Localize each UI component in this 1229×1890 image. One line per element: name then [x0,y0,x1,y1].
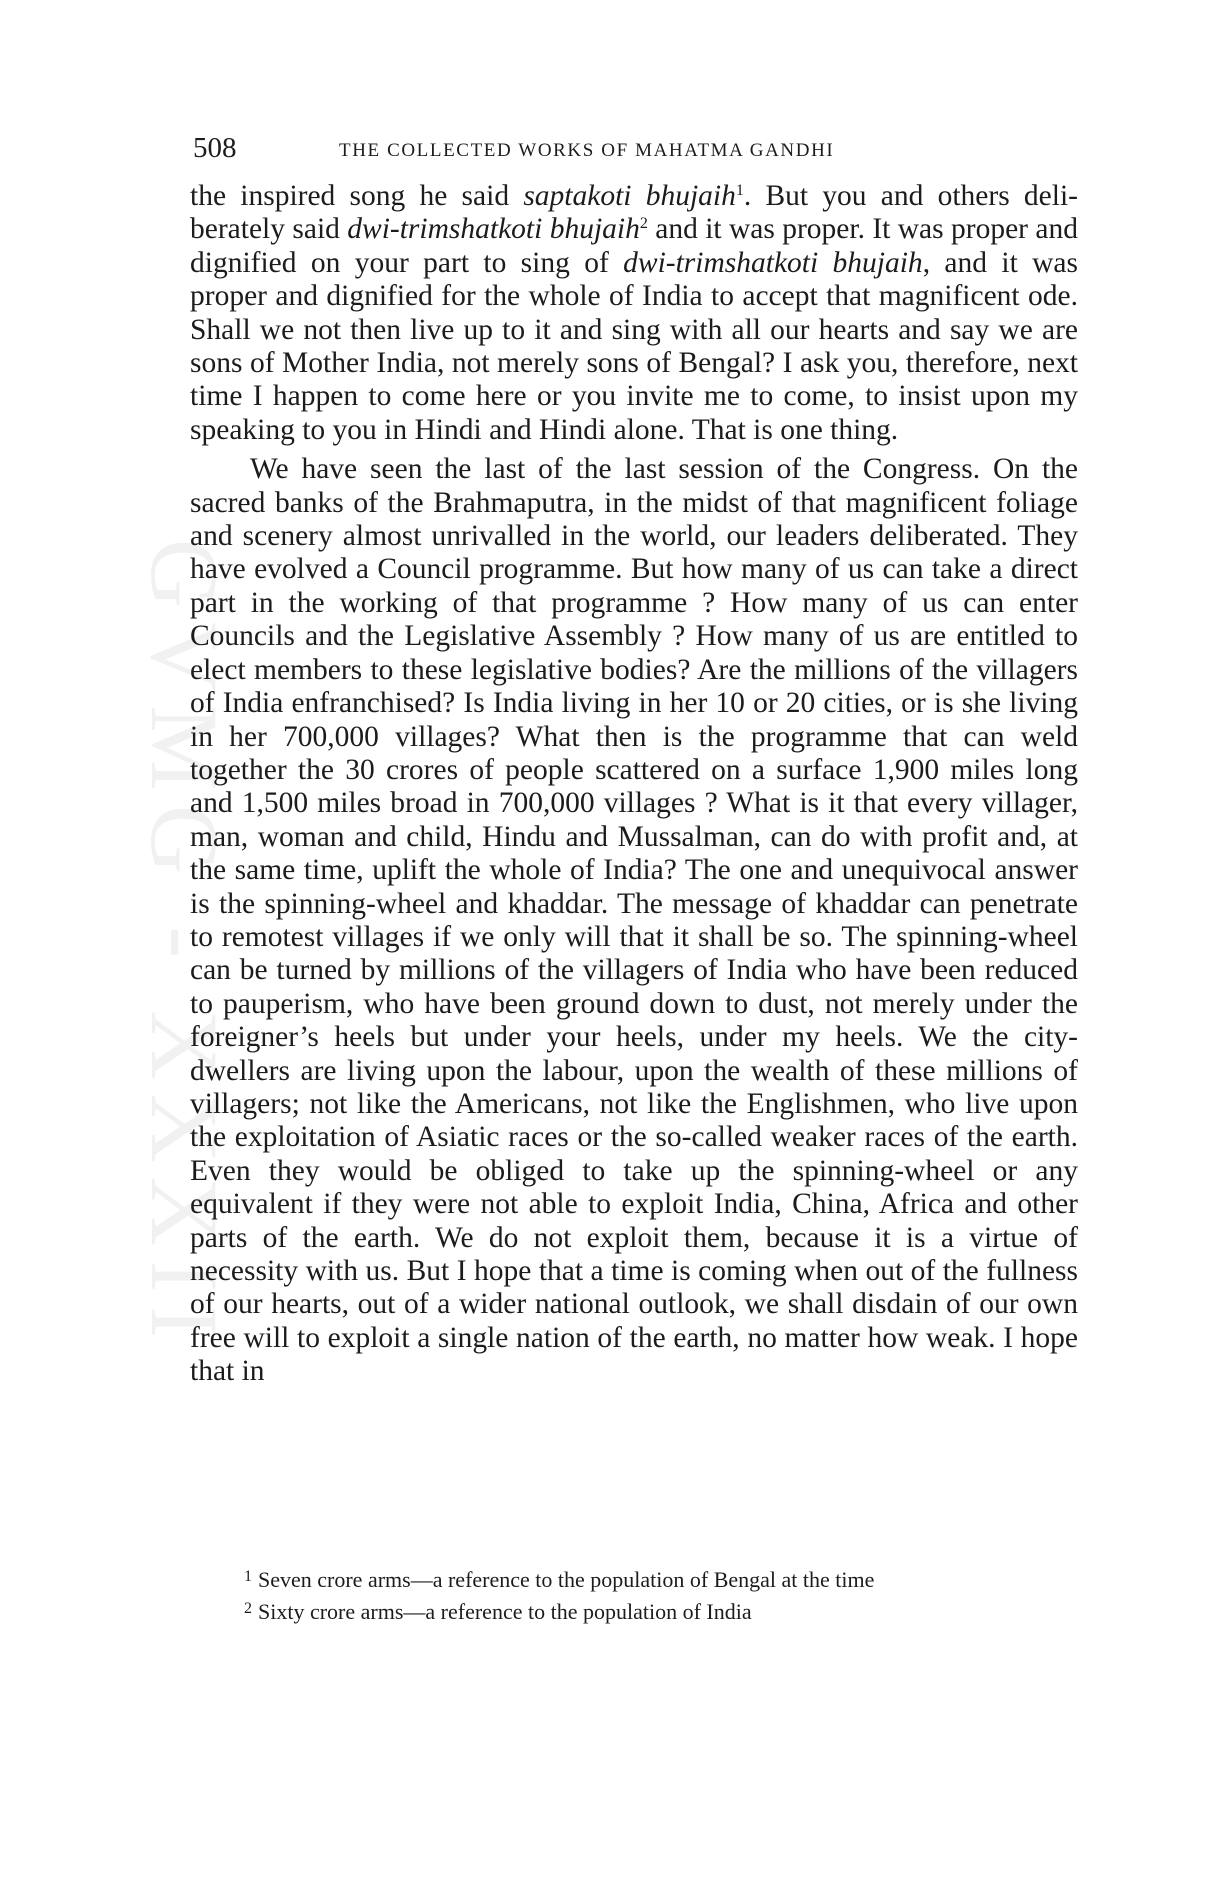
paragraph [190,180,1078,447]
text-run: . But you and others deliberately said [190,180,1078,246]
text-run: , and it was proper and dignified for the whole of India to accept that magnificent ode. Shall we not then live up to it and sing with all our hearts and say we are sons of Mother India, not merely sons of Bengal? I ask you, therefore, next time I happen to come here or you invite me to come, to insist upon my speaking to you in Hindi and Hindi alone. That is one thing. [190,246,1078,446]
text-run: the inspired song he said [190,180,524,212]
running-head [193,128,1078,168]
footnote-mark: 1 [244,1568,252,1585]
footnote-mark: 2 [244,1600,252,1617]
paragraph [190,453,1078,1388]
footnote-ref: 1 [735,182,744,199]
footnotes [244,1562,1104,1626]
footnote-ref: 2 [639,215,648,233]
running-head-title: THE COLLECTED WORKS OF MAHATMA GANDHI [339,140,835,161]
footnote-text: Sixty crore arms—a reference to the population of India [258,1599,752,1624]
watermark-text: GVMG - XXXII [131,538,239,1352]
text-run: and it was proper. It was proper and dignified on your part to sing of [190,213,1078,279]
italic-term: dwi-trimshatkoti bhujaih [347,213,640,246]
footnote [244,1562,1104,1594]
page-number: 508 [193,132,237,164]
italic-term: saptakoti bhujaih [523,180,736,212]
footnote-text: Seven crore arms—a reference to the population of Bengal at the time [258,1567,875,1592]
italic-term: dwi-trimshatkoti bhujaih [623,246,923,279]
footnote [244,1594,1104,1626]
body-text [190,180,1078,1389]
text-run: We have seen the last of the last session of the Congress. On the sacred banks of the Brahmaputra, in the midst of that magnificent foliage and scenery almost unrivalled in the world, our leaders deliberated. They have evolved a Council programme. But how many of us can take a direct part in the working of that programme ? How many of us can enter Councils and the Legislative Assembly ? How many of us are entitled to elect members to these legislative bodies? Are the millions of the villagers of India enfranchised? Is India living in her 10 or 20 cities, or is she living in her 700,000 villages? What then is the programme that can weld together the 30 crores of people scattered on a surface 1,900 miles long and 1,500 miles broad in 700,000 villages ? What is it that every villager, man, woman and child, Hindu and Mussalman, can do with profit and, at the same time, uplift the whole of India? The one and unequivocal answer is the spinning-wheel and khaddar. The message of khaddar can penetrate to remotest villages if we only will that it shall be so. The spinning-wheel can be turned by millions of the villagers of India who have been reduced to pauperism, who have been ground down to dust, not merely under the foreigner’s heels but under your heels, under my heels. We the city-dwellers are living upon the labour, upon the wealth of these millions of villagers; not like the Americans, not like the Englishmen, who live upon the exploitation of Asiatic races or the so-called weaker races of the earth. Even they would be obliged to take up the spinning-wheel or any equivalent if they were not able to exploit India, China, Africa and other parts of the earth. We do not exploit them, because it is a virtue of necessity with us. But I hope that a time is coming when out of the fullness of our hearts, out of a wider national outlook, we shall disdain of our own free will to exploit a single nation of the earth, no matter how weak. I hope that in [190,453,1078,1388]
